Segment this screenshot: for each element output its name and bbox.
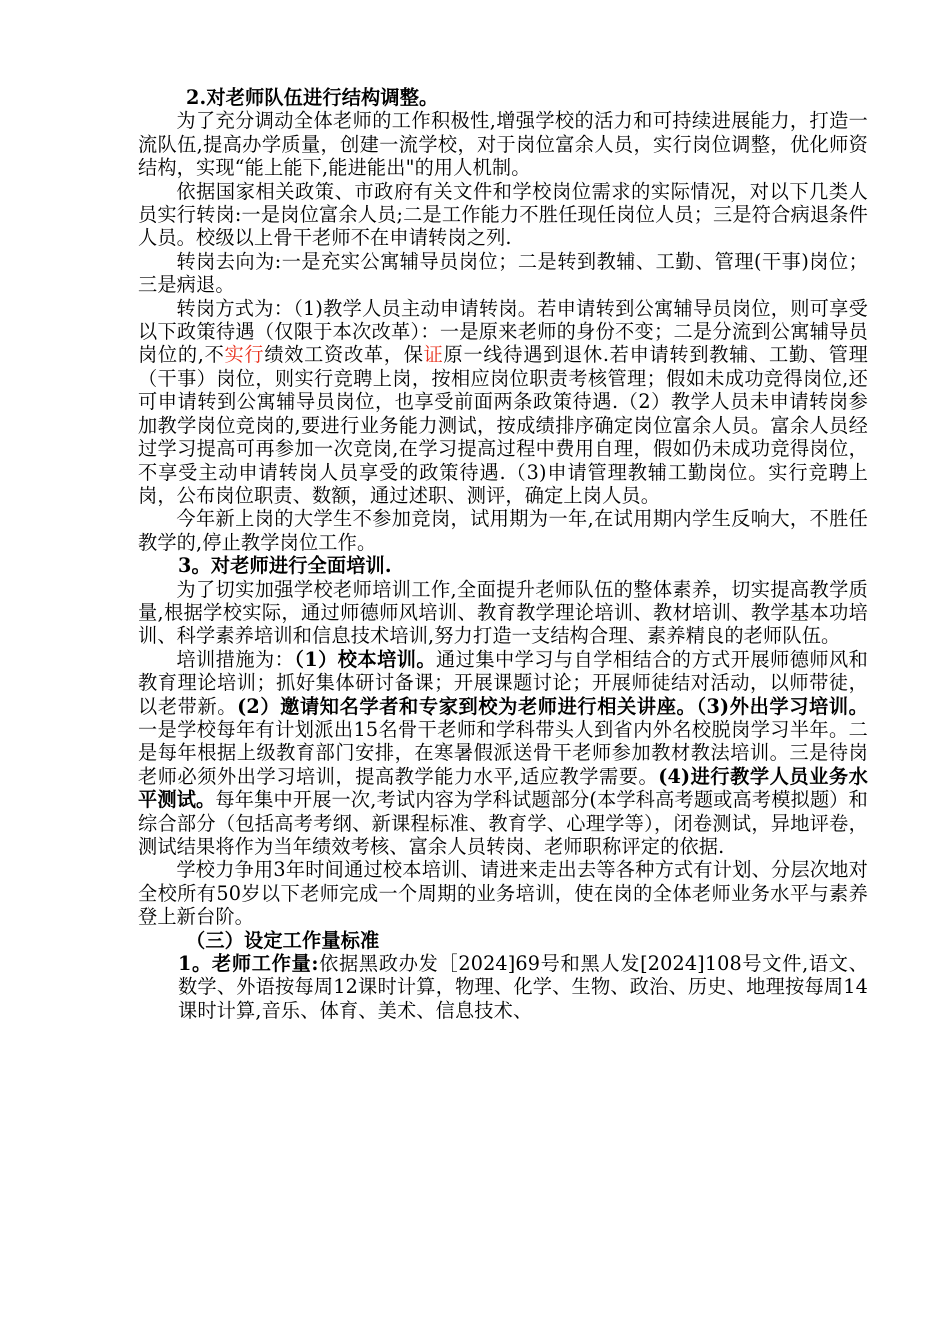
text-run: 通过集中学习与自学相结合的方式开展师德师风和教育理论培训；抓好集体研讨备课；开展课题讨论；开展师徒结对活动，以师带徒，以老带新。 (138, 647, 868, 718)
paragraph: 依据国家相关政策、市政府有关文件和学校岗位需求的实际情况，对以下几类人员实行转岗:一是岗位富余人员;二是工作能力不胜任现任岗位人员；三是符合病退条件人员。校级以上骨干老师不在申请转岗之列. (138, 179, 868, 250)
highlighted-text: 证 (423, 343, 444, 367)
text-run: 培训措施为： (176, 647, 295, 671)
highlighted-text: 实行 (224, 343, 265, 367)
section-heading-structure-adjustment: 2.对老师队伍进行结构调整。 (186, 86, 439, 109)
text-run: 转岗方式为：（1)教学人员主动申请转岗。若申请转到公寓辅导员岗位，则可享受以下政策待遇（仅限于本次改革）：一是原来老师的身份不变；二是分流到公寓辅导员岗位的,不 (138, 296, 868, 367)
document-page (138, 86, 868, 1022)
bold-text: (2）邀请知名学者和专家到校为老师进行相关讲座。（3)外出学习培训。 (237, 694, 869, 718)
paragraph: 转岗去向为:一是充实公寓辅导员岗位；二是转到教辅、工勤、管理(干事)岗位；三是病退。 (138, 249, 868, 297)
text-run: 每年集中开展一次,考试内容为学科试题部分(本学科高考题或高考模拟题）和综合部分（包括高考考纲、新课程标准、教育学、心理学等），闭卷测试，异地评卷，测试结果将作为当年绩效考核、富余人员转岗、老师职称评定的依据. (138, 788, 868, 858)
paragraph-transfer-methods (138, 297, 868, 508)
text-run: 绩效工资改革，保 (264, 343, 424, 367)
paragraph: 今年新上岗的大学生不参加竞岗，试用期为一年,在试用期内学生反响大，不胜任教学的,停止教学岗位工作。 (138, 507, 868, 554)
text-run: 一是学校每年有计划派出15名骨干老师和学科带头人到省内外名校脱岗学习半年。二是每年根据上级教育部门安排，在寒暑假派送骨干老师参加教材教法培训。三是待岗老师必须外出学习培训，提高教学能力水平,适应教学需要。 (138, 717, 868, 788)
paragraph: 为了充分调动全体老师的工作积极性,增强学校的活力和可持续进展能力，打造一流队伍,提高办学质量，创建一流学校，对于岗位富余人员，实行岗位调整，优化师资结构，实现“能上能下,能进能出"的用人机制。 (138, 109, 868, 180)
paragraph: 为了切实加强学校老师培训工作,全面提升老师队伍的整体素养，切实提高教学质量,根据学校实际，通过师德师风培训、教育教学理论培训、教材培训、教学基本功培训、科学素养培训和信息技术培训,努力打造一支结构合理、素养精良的老师队伍。 (138, 577, 868, 648)
section-heading-workload: （三）设定工作量标准 (186, 928, 380, 952)
section-heading-training: 3。对老师进行全面培训. (178, 554, 392, 578)
bold-text: 1。老师工作量: (178, 952, 319, 976)
paragraph-teacher-workload (138, 952, 868, 1022)
bold-text: （1）校本培训。 (294, 647, 437, 671)
paragraph: 学校力争用3年时间通过校本培训、请进来走出去等各种方式有计划、分层次地对全校所有50岁以下老师完成一个周期的业务培训，使在岗的全体老师业务水平与素养登上新台阶。 (138, 858, 868, 929)
text-run: 依据黑政办发［2024]69号和黑人发[2024]108号文件,语文、数学、外语按每周12课时计算，物理、化学、生物、政治、历史、地理按每周14课时计算,音乐、体育、美术、信息技术、 (178, 952, 868, 1022)
text-run: 原一线待遇到退休.若申请转到教辅、工勤、管理（干事）岗位，则实行竞聘上岗，按相应岗位职责考核管理；假如未成功竞得岗位,还可申请转到公寓辅导员岗位，也享受前面两条政策待遇.（2）教学人员未申请转岗参加教学岗位竞岗的,要进行业务能力测试，按成绩排序确定岗位富余人员。富余人员经过学习提高可再参加一次竞岗,在学习提高过程中费用自理，假如仍未成功竞得岗位，不享受主动申请转岗人员享受的政策待遇.（3)申请管理教辅工勤岗位。实行竞聘上岗，公布岗位职责、数额，通过述职、测评，确定上岗人员。 (138, 343, 868, 507)
paragraph-training-measures (138, 648, 868, 859)
bold-text: (4)进行教学人员业务水平测试。 (138, 764, 868, 812)
